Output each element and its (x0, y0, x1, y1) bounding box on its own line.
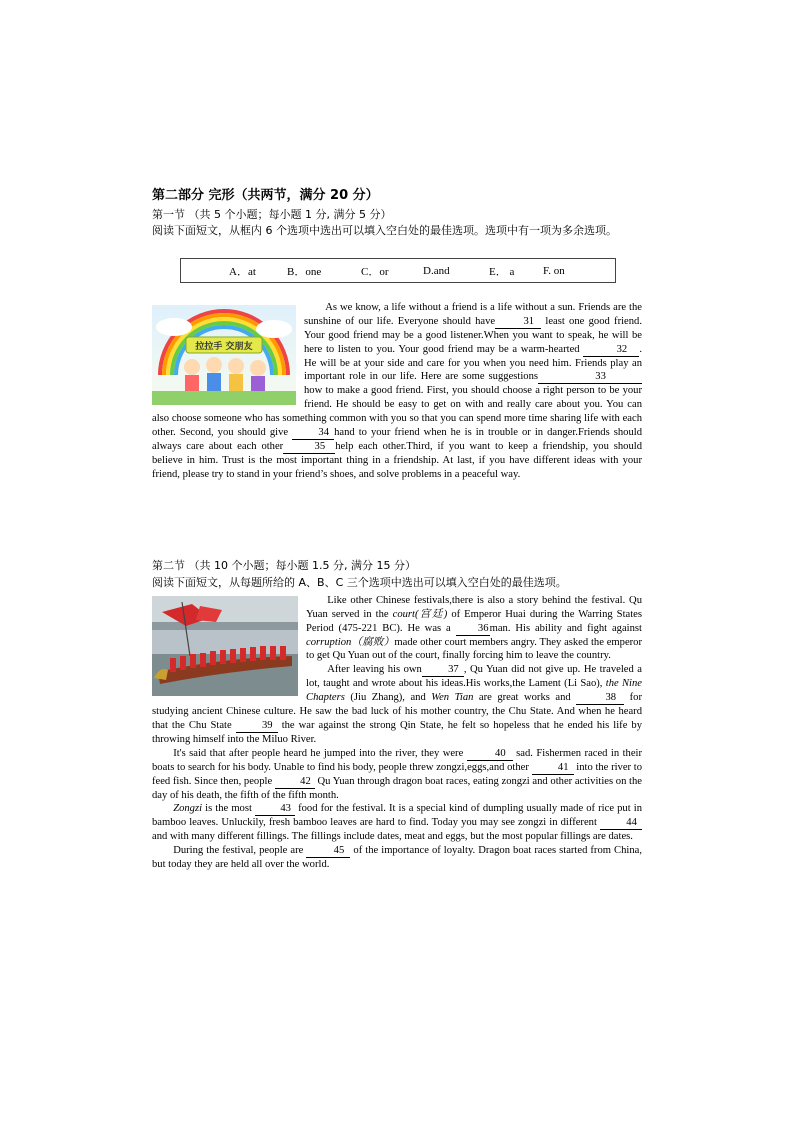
option-c: C．or (361, 265, 389, 278)
option-e: E． a (489, 265, 515, 278)
section1-heading: 第一节 （共 5 个小题；每小题 1 分, 满分 5 分） (152, 208, 392, 221)
option-b: B．one (287, 265, 322, 278)
blank-44[interactable]: 44 (600, 817, 642, 830)
blank-45[interactable]: 45 (306, 845, 350, 858)
blank-40[interactable]: 40 (467, 748, 513, 761)
blank-41[interactable]: 41 (532, 762, 574, 775)
blank-34[interactable]: 34 (292, 427, 334, 440)
blank-33[interactable]: 33 (538, 371, 642, 384)
blank-35[interactable]: 35 (283, 441, 335, 454)
dragon-boat-photo (152, 596, 298, 696)
blank-31[interactable]: 31 (495, 316, 541, 329)
blank-43[interactable]: 43 (255, 803, 295, 816)
blank-39[interactable]: 39 (236, 720, 278, 733)
section2-heading: 第二节 （共 10 个小题；每小题 1.5 分, 满分 15 分） (152, 559, 416, 572)
passage-dragon-boat: Like other Chinese festivals,there is also a story behind the festival. Qu Yuan served in the court(宫廷) of Emperor Huai during the Warring States Period (475-221 BC). He was a 36man. His ability and fight against corruption（腐败）made other court members angry. They asked the emperor to get Qu Yuan out of the court, finally forcing him to leave the country. After leaving his own 37 , Qu Yuan did not give up. He traveled a lot, taught and wrote about his ideas.His works,the Lament (Li Sao), the Nine Chapters (Jiu Zhang), and Wen Tian are great works and 38 for studying ancient Chinese culture. He saw the bad luck of his mother country, the Chu State. And when he heard that the Chu State 39 the war against the strong Qin State, he felt so hopeless that he ended his life by throwing himself into the Miluo River. It's said that after people heard he jumped into the river, they were 40 sad. Fishermen raced in their boats to search for his body. Unable to find his body, people threw zongzi,eggs,and other 41 into the river to feed fish. Since then, people 42 Qu Yuan through dragon boat races, eating zongzi and other activities on the day of his death, the fifth of the fifth month. Zongzi is the most 43 food for the festival. It is a special kind of dumpling usually made of rice put in bamboo leaves. Unluckily, fresh bamboo leaves are hard to find. Today you may see zongzi in different 44 and with many different fillings. The fillings include dates, meat and eggs, but the most popular fillings are dates. During the festival, people are 45 of the importance of loyalty. Dragon boat races started from China, but today they are held all over the world. (152, 595, 642, 871)
friends-illustration (152, 305, 296, 405)
passage-friendship: 拉拉手 交朋友 As we know, a life without a friend is a life without a sun. Friends are the sunshine of our life. Everyone should have 31 least one good friend. Your good friend may be a good listener.When you want to speak, he will be here to listen to you. Your good friend may be a warm-hearted 32 . He will be at your side and care for you when you need him. Friends play an important role in our life. Here are some suggestions 33how to make a good friend. First, you should choose a right person to be your friend. He should be easy to get on with and really care about you. You can also choose someone who has something common with you so that you can spend more time sharing life with each other. Second, you should give 34 hand to your friend when he is in trouble or in danger.Friends should always care about each other 35 help each other.Third, if you want to keep a friendship, you should believe in him. Trust is the most important thing in a friendship. At last, if you have different ideas with your friend, please try to stand in your friend’s shoes, and solve problems in a peaceful way. (152, 302, 642, 480)
option-d: D.and (423, 264, 450, 277)
blank-38[interactable]: 38 (576, 692, 624, 705)
option-a: A．at (229, 265, 256, 278)
blank-32[interactable]: 32 (583, 344, 639, 357)
part2-title: 第二部分 完形（共两节，满分 20 分） (152, 188, 379, 203)
section1-instruction: 阅读下面短文，从框内 6 个选项中选出可以填入空白处的最佳选项。选项中有一项为多余选项。 (152, 224, 617, 237)
blank-36[interactable]: 36 (456, 623, 490, 636)
options-box (180, 258, 616, 283)
option-f: F. on (543, 264, 565, 277)
section2-instruction: 阅读下面短文，从每题所给的 A、B、C 三个选项中选出可以填入空白处的最佳选项。 (152, 576, 567, 589)
blank-42[interactable]: 42 (275, 776, 315, 789)
blank-37[interactable]: 37 (422, 664, 464, 677)
illustration-caption: 拉拉手 交朋友 (195, 342, 253, 352)
